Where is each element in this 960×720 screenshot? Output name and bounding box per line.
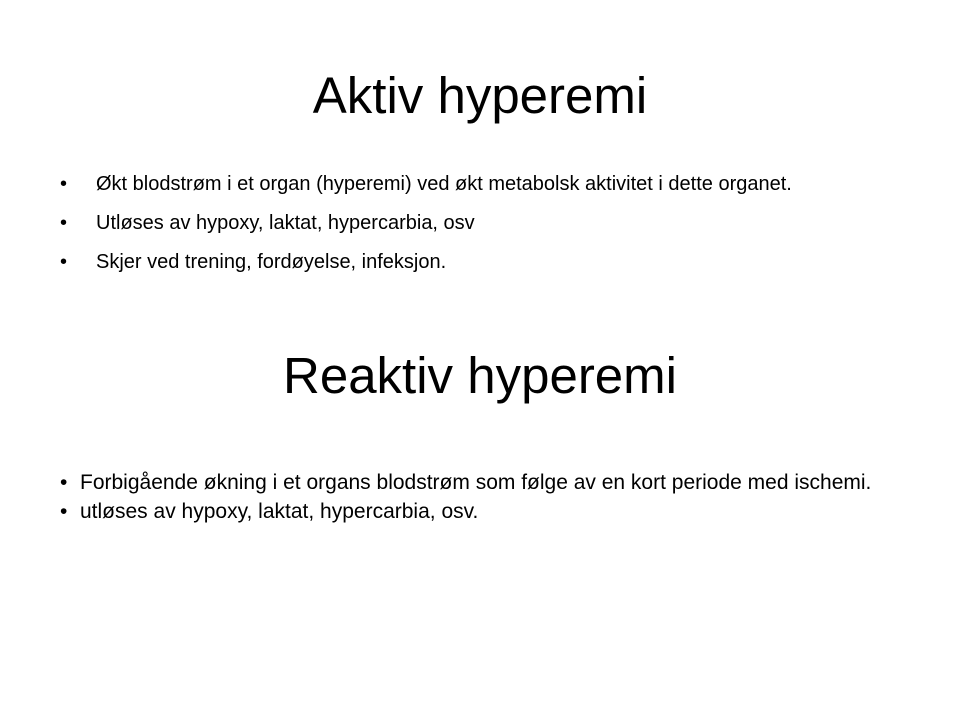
list-item (56, 170, 876, 199)
slide-title-aktiv-hyperemi: Aktiv hyperemi (312, 67, 648, 124)
list-item-text: Forbigående økning i et organs blodstrøm som følge av en kort periode med ischemi. (80, 471, 872, 494)
list-item-text: Økt blodstrøm i et organ (hyperemi) ved økt metabolsk aktivitet i dette organet. (96, 173, 792, 195)
slide-title-reaktiv-hyperemi: Reaktiv hyperemi (283, 347, 677, 404)
list-item-text: Utløses av hypoxy, laktat, hypercarbia, osv (96, 212, 475, 234)
list-item-text: Skjer ved trening, fordøyelse, infeksjon. (96, 251, 447, 273)
bullet-list-aktiv (56, 170, 876, 287)
bullet-icon: • (60, 173, 68, 195)
list-item (60, 497, 940, 526)
list-item (60, 468, 940, 497)
bullet-icon: • (60, 471, 68, 494)
bullet-icon: • (60, 212, 68, 234)
bullet-list-reaktiv (60, 468, 940, 526)
bullet-icon: • (60, 500, 68, 523)
bullet-icon: • (60, 251, 68, 273)
list-item (56, 209, 876, 238)
list-item-text: utløses av hypoxy, laktat, hypercarbia, osv. (80, 500, 479, 523)
list-item (56, 248, 876, 277)
